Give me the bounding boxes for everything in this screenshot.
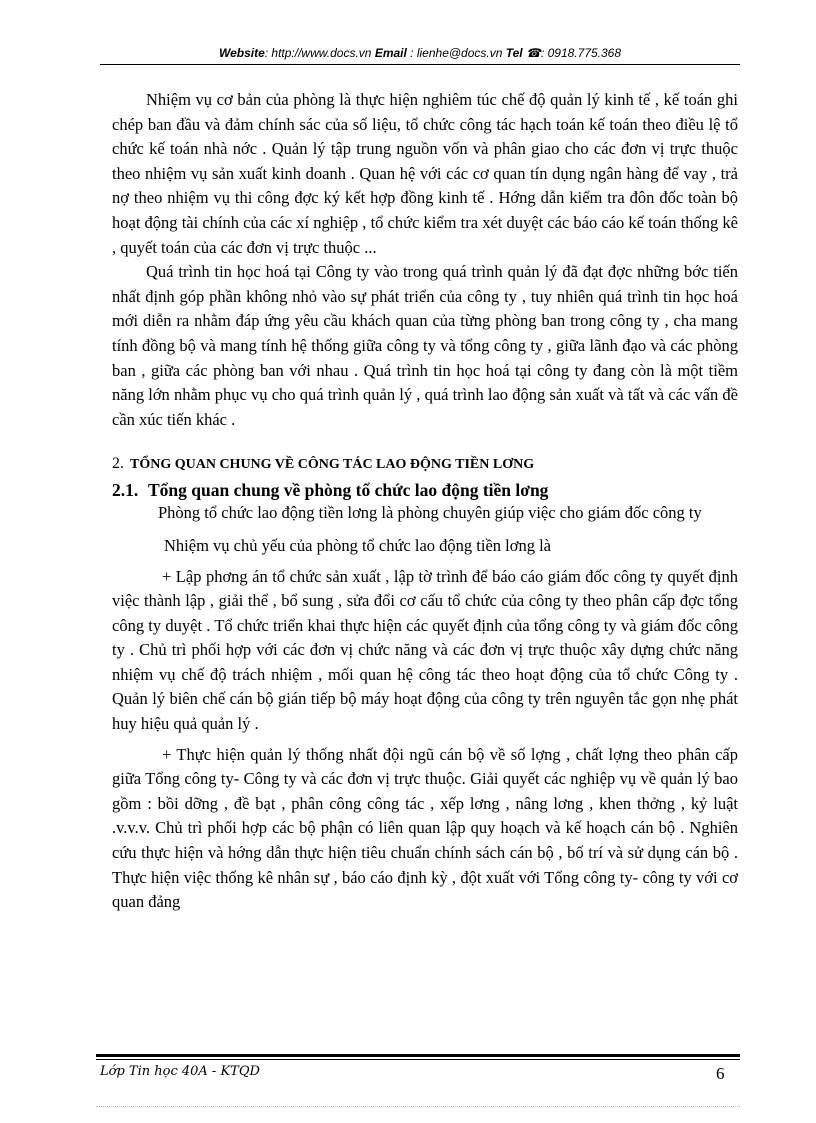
- section-2-1-title: Tổng quan chung về phòng tổ chức lao động tiền lơng: [148, 480, 549, 501]
- page-content: [112, 88, 738, 915]
- body-paragraph-2: Quá trình tin học hoá tại Công ty vào trong quá trình quản lý đã đạt đợc những bớc tiến nhất định góp phần không nhỏ vào sự phát triển của công ty , tuy nhiên quá trình tin học hoá mới diễn ra nhằm đáp ứng yêu cầu khách quan của từng phòng ban trong công ty , cha mang tính đồng bộ và mang tính hệ thống giữa công ty và tổng công ty , giữa lãnh đạo và các phòng ban , giữa các phòng ban với nhau . Quá trình tin học hoá tại công ty đang còn là một tiềm năng lớn nhằm phục vụ cho quá trình quản lý , quá trình lao động sản xuất và tất và các vấn đề cần xúc tiến khác .: [112, 262, 738, 429]
- tel-label: Tel: [505, 46, 523, 60]
- footer-class-label: Lớp Tin học 40A - KTQD: [100, 1064, 260, 1079]
- section-2-1-heading: [112, 479, 738, 501]
- website-label: Website: [218, 46, 265, 60]
- footer-rule-thick: [96, 1054, 740, 1057]
- website-value: : http://www.docs.vn: [264, 46, 372, 60]
- header-rule: [100, 64, 740, 65]
- phone-icon: ☎: [526, 46, 541, 60]
- footer-dotted-rule: [96, 1106, 740, 1107]
- duty-item-2: + Thực hiện quản lý thống nhất đội ngũ cán bộ về số lợng , chất lợng theo phân cấp giữa Tổng công ty- Công ty và các đơn vị trực thuộc. Giải quyết các nghiệp vụ về quản lý bao gồm : bồi dỡng , đề bạt , phân công công tác , xếp lơng , nâng lơng , khen thởng , kỷ luật .v.v.v. Chủ trì phối hợp các bộ phận có liên quan lập quy hoạch và kế hoạch cán bộ . Nghiên cứu thực hiện và hớng dẫn thực hiện tiêu chuẩn chính sách cán bộ , bố trí và sử dụng cán bộ . Thực hiện việc thống kê nhân sự , báo cáo định kỳ , đột xuất với Tổng công ty- công ty với cơ quan đảng: [112, 744, 738, 912]
- duties-title: Nhiệm vụ chủ yếu của phòng tổ chức lao động tiền lơng là: [164, 535, 551, 555]
- section-2-number: 2.: [112, 455, 124, 473]
- duty-item-1: + Lập phơng án tổ chức sản xuất , lập tờ trình để báo cáo giám đốc công ty quyết định việc thành lập , giải thể , bổ sung , sửa đổi cơ cấu tổ chức của công ty theo phân cấp đợc tổng công ty duyệt . Tổ chức triển khai thực hiện các quyết định của tổng công ty và giám đốc công ty . Chủ trì phối hợp với các đơn vị chức năng và các đơn vị trực thuộc xây dựng chức năng nhiệm vụ chế độ trách nhiệm , mối quan hệ công tác theo hoạt động của tổ chức Công ty . Quản lý biên chế cán bộ gián tiếp bộ máy hoạt động của công ty trên nguyên tắc gọn nhẹ phát huy hiệu quả quản lý .: [112, 566, 738, 734]
- section-2-1-number: 2.1.: [112, 480, 139, 501]
- section-2-title: TỔNG QUAN CHUNG VỀ CÔNG TÁC LAO ĐỘNG TIỀN LƠNG: [130, 457, 535, 473]
- tel-value: : 0918.775.368: [540, 46, 622, 60]
- page-header: [100, 46, 740, 60]
- body-paragraph-1: Nhiệm vụ cơ bản của phòng là thực hiện nghiêm túc chế độ quản lý kinh tế , kế toán ghi chép ban đầu và đảm chính sác của số liệu, tổ chức công tác hạch toán kế toán theo điều lệ tổ chức kế toán nhà nớc . Quản lý tập trung nguồn vốn và phân giao cho các đơn vị trực thuộc theo nhiệm vụ sản xuất kinh doanh . Quan hệ với các cơ quan tín dụng ngân hàng để vay , trả nợ theo nhiệm vụ thi công đợc ký kết hợp đồng kinh tế . Hớng dẫn kiểm tra đôn đốc toàn bộ hoạt động tài chính của các xí nghiệp , tổ chức kiểm tra xét duyệt các báo cáo kế toán thống kê , quyết toán của các đơn vị trực thuộc ...: [112, 90, 738, 257]
- page-number: 6: [716, 1064, 725, 1083]
- email-label: Email: [374, 46, 407, 60]
- email-value: : lienhe@docs.vn: [410, 46, 503, 60]
- section-2-heading: [112, 454, 738, 475]
- footer-rule-thin: [96, 1059, 740, 1060]
- section-intro: Phòng tổ chức lao động tiền lơng là phòng chuyên giúp việc cho giám đốc công ty: [158, 503, 702, 523]
